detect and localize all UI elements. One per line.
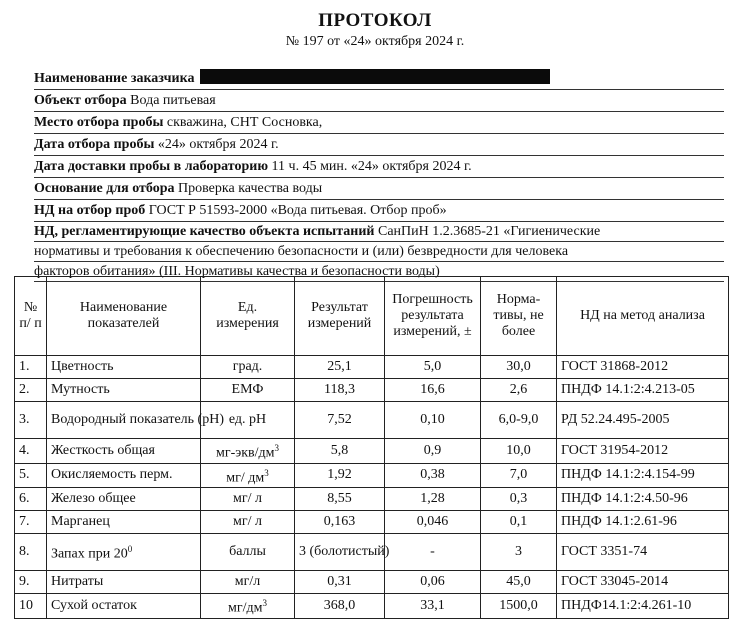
field-sampling-standard: [34, 200, 724, 222]
cell-unit: град.: [201, 356, 295, 379]
field-label: НД, регламентирующие качество объекта испытаний: [34, 224, 375, 239]
field-value: Проверка качества воды: [174, 181, 323, 196]
field-value: ГОСТ Р 51593-2000 «Вода питьевая. Отбор проб»: [145, 203, 447, 218]
cell-name: Мутность: [47, 379, 201, 402]
field-value: скважина, СНТ Сосновка,: [163, 115, 323, 130]
table-row: [15, 511, 729, 534]
table-row: [15, 534, 729, 571]
col-header-method: НД на метод анализа: [557, 277, 729, 356]
field-basis: [34, 178, 724, 200]
field-label: Место отбора пробы: [34, 115, 164, 130]
cell-norm: 6,0-9,0: [481, 402, 557, 439]
field-value: Вода питьевая: [126, 93, 216, 108]
cell-error: 0,9: [385, 439, 481, 464]
cell-unit: ед. рН: [201, 402, 295, 439]
cell-error: 33,1: [385, 594, 481, 619]
cell-error: 0,10: [385, 402, 481, 439]
field-value: «24» октября 2024 г.: [154, 137, 279, 152]
cell-norm: 1500,0: [481, 594, 557, 619]
cell-norm: 0,3: [481, 488, 557, 511]
cell-num: 7.: [15, 511, 47, 534]
table-header-row: [15, 277, 729, 356]
cell-error: 5,0: [385, 356, 481, 379]
field-sampling-place: [34, 112, 724, 134]
cell-result: 3 (болотистый): [295, 534, 385, 571]
field-regulating-docs-line2: [34, 242, 724, 262]
cell-name: Марганец: [47, 511, 201, 534]
cell-method: ГОСТ 31954-2012: [557, 439, 729, 464]
field-value: СанПиН 1.2.3685-21 «Гигиенические: [374, 224, 601, 239]
col-header-result: Результат измерений: [295, 277, 385, 356]
cell-num: 9.: [15, 571, 47, 594]
field-object: [34, 90, 724, 112]
cell-error: 16,6: [385, 379, 481, 402]
cell-unit: ЕМФ: [201, 379, 295, 402]
cell-result: 7,52: [295, 402, 385, 439]
col-header-norm: Норма-тивы, не более: [481, 277, 557, 356]
field-value: факторов обитания» (III. Нормативы качества и безопасности воды): [34, 264, 440, 279]
cell-unit: мг/ $дм^3$: [201, 463, 295, 488]
cell-method: РД 52.24.495-2005: [557, 402, 729, 439]
table-row: [15, 463, 729, 488]
field-regulating-docs: [34, 222, 724, 242]
cell-method: ПНДФ 14.1:2:4.154-99: [557, 463, 729, 488]
table-row: [15, 571, 729, 594]
cell-method: ПНДФ 14.1:2.61-96: [557, 511, 729, 534]
field-label: Дата отбора пробы: [34, 137, 155, 152]
table-row: [15, 594, 729, 619]
table-row: [15, 488, 729, 511]
cell-method: ПНДФ 14.1:2:4.213-05: [557, 379, 729, 402]
col-header-unit: Ед. измерения: [201, 277, 295, 356]
table-row: [15, 379, 729, 402]
cell-result: 0,163: [295, 511, 385, 534]
cell-unit: $мг/дм^3$: [201, 594, 295, 619]
cell-method: ГОСТ 3351-74: [557, 534, 729, 571]
cell-num: 5.: [15, 463, 47, 488]
cell-error: 0,046: [385, 511, 481, 534]
cell-unit: баллы: [201, 534, 295, 571]
field-label: Основание для отбора: [34, 181, 175, 196]
cell-name: Сухой остаток: [47, 594, 201, 619]
cell-name: Водородный показатель (рН): [47, 402, 201, 439]
field-label: Наименование заказчика: [34, 71, 195, 86]
results-table: [14, 276, 729, 619]
cell-norm: 2,6: [481, 379, 557, 402]
field-label: Объект отбора: [34, 93, 127, 108]
cell-unit: мг/л: [201, 571, 295, 594]
cell-name: Окисляемость перм.: [47, 463, 201, 488]
cell-result: 118,3: [295, 379, 385, 402]
cell-method: ПНДФ 14.1:2:4.50-96: [557, 488, 729, 511]
field-label: Дата доставки пробы в лабораторию: [34, 159, 269, 174]
cell-result: 368,0: [295, 594, 385, 619]
cell-unit: мг/ л: [201, 488, 295, 511]
col-header-num: № п/ п: [15, 277, 47, 356]
cell-num: 3.: [15, 402, 47, 439]
cell-unit: $мг-экв/дм^3$: [201, 439, 295, 464]
cell-result: 5,8: [295, 439, 385, 464]
cell-norm: 0,1: [481, 511, 557, 534]
document-title: ПРОТОКОЛ: [318, 10, 432, 31]
table-row: [15, 439, 729, 464]
cell-name: Нитраты: [47, 571, 201, 594]
cell-error: 0,38: [385, 463, 481, 488]
cell-error: 0,06: [385, 571, 481, 594]
cell-norm: 3: [481, 534, 557, 571]
cell-result: 0,31: [295, 571, 385, 594]
cell-method: ГОСТ 31868-2012: [557, 356, 729, 379]
field-customer: [34, 68, 724, 90]
cell-error: 1,28: [385, 488, 481, 511]
field-value: нормативы и требования к обеспечению безопасности и (или) безвредности для человека: [34, 244, 569, 259]
cell-method: ПНДФ14.1:2:4.261-10: [557, 594, 729, 619]
cell-num: 8.: [15, 534, 47, 571]
cell-norm: 45,0: [481, 571, 557, 594]
cell-norm: 10,0: [481, 439, 557, 464]
field-sampling-date: [34, 134, 724, 156]
field-delivery-date: [34, 156, 724, 178]
col-header-error: Погрешность результата измерений, ±: [385, 277, 481, 356]
cell-norm: 30,0: [481, 356, 557, 379]
cell-norm: 7,0: [481, 463, 557, 488]
cell-num: 4.: [15, 439, 47, 464]
cell-method: ГОСТ 33045-2014: [557, 571, 729, 594]
cell-num: 10: [15, 594, 47, 619]
protocol-number-date: № 197 от «24» октября 2024 г.: [285, 34, 465, 49]
cell-name: Запах при $20^0$: [47, 534, 201, 571]
protocol-fields: [34, 68, 724, 282]
table-row: [15, 356, 729, 379]
cell-num: 2.: [15, 379, 47, 402]
cell-name: Жесткость общая: [47, 439, 201, 464]
cell-result: 8,55: [295, 488, 385, 511]
cell-result: 1,92: [295, 463, 385, 488]
cell-name: Цветность: [47, 356, 201, 379]
cell-name: Железо общее: [47, 488, 201, 511]
cell-num: 6.: [15, 488, 47, 511]
cell-result: 25,1: [295, 356, 385, 379]
field-label: НД на отбор проб: [34, 203, 146, 218]
col-header-name: Наименование показателей: [47, 277, 201, 356]
cell-unit: мг/ л: [201, 511, 295, 534]
table-row: [15, 402, 729, 439]
redacted-block: [200, 69, 550, 84]
cell-num: 1.: [15, 356, 47, 379]
cell-error: -: [385, 534, 481, 571]
field-value: 11 ч. 45 мин. «24» октября 2024 г.: [268, 159, 472, 174]
